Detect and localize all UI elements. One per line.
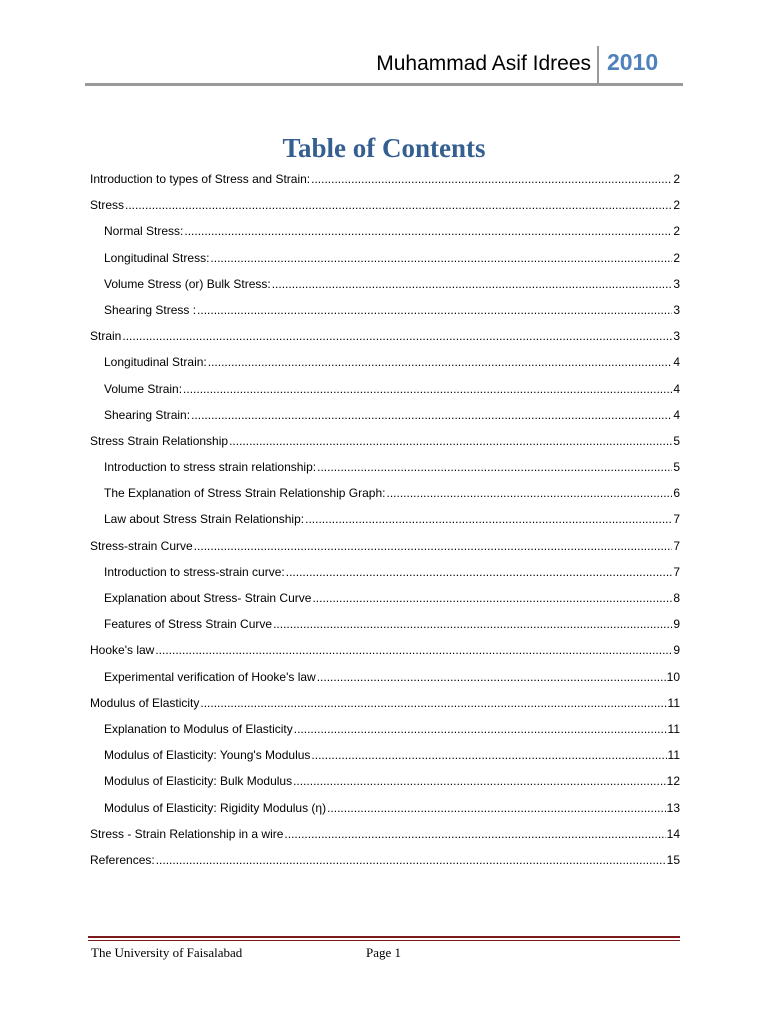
toc-entry-title[interactable]: Stress Strain Relationship: [90, 433, 229, 448]
toc-dot-leader: [286, 563, 673, 581]
footer-rule-thin: [88, 940, 680, 941]
toc-dot-leader: [125, 196, 672, 214]
footer-page-number: Page 1: [366, 945, 402, 960]
toc-entry[interactable]: [90, 589, 680, 615]
toc-entry[interactable]: [90, 668, 680, 694]
toc-dot-leader: [184, 222, 672, 240]
toc-dot-leader: [311, 170, 672, 188]
toc-dot-leader: [311, 746, 666, 764]
toc-entry-title[interactable]: Strain: [90, 329, 122, 344]
toc-entry-page[interactable]: 3: [673, 329, 680, 344]
toc-entry-page[interactable]: 5: [673, 460, 680, 475]
toc-entry-title[interactable]: Volume Stress (or) Bulk Stress:: [104, 276, 271, 291]
toc-entry[interactable]: [90, 406, 680, 432]
toc-entry[interactable]: [90, 222, 680, 248]
toc-entry[interactable]: [90, 327, 680, 353]
toc-entry-page[interactable]: 13: [666, 800, 680, 815]
header-rule: [85, 83, 683, 86]
toc-entry-title[interactable]: Explanation about Stress- Strain Curve: [104, 591, 312, 605]
toc-entry-title[interactable]: Introduction to stress strain relationship:: [104, 460, 317, 475]
toc-entry-page[interactable]: 6: [673, 486, 680, 501]
toc-entry-page[interactable]: 2: [673, 224, 680, 239]
page-title: Table of Contents: [282, 133, 486, 163]
header-year: 2010: [607, 49, 659, 75]
toc-entry-page[interactable]: 2: [673, 250, 680, 265]
toc-entry-page[interactable]: 14: [666, 826, 680, 841]
toc-entry[interactable]: [90, 746, 680, 772]
toc-entry-page[interactable]: 9: [673, 643, 680, 658]
toc-entry[interactable]: [90, 484, 680, 510]
toc-entry[interactable]: [90, 772, 680, 798]
toc-dot-leader: [197, 301, 672, 319]
toc-entry[interactable]: [90, 720, 680, 746]
toc-dot-leader: [327, 799, 666, 817]
toc-entry-page[interactable]: 8: [673, 591, 680, 605]
toc-entry[interactable]: [90, 537, 680, 563]
toc-entry-title[interactable]: Experimental verification of Hooke's law: [104, 669, 316, 684]
toc-entry[interactable]: [90, 170, 680, 196]
toc-dot-leader: [273, 615, 672, 633]
page-header: [85, 40, 683, 86]
toc-dot-leader: [293, 772, 666, 790]
toc-entry-title[interactable]: Normal Stress:: [104, 224, 184, 239]
toc-dot-leader: [191, 406, 672, 424]
toc-entry-page[interactable]: 4: [673, 355, 680, 370]
toc-entry[interactable]: [90, 196, 680, 222]
toc-entry-page[interactable]: 11: [667, 721, 680, 736]
toc-dot-leader: [312, 589, 672, 607]
toc-entry-title[interactable]: Longitudinal Stress:: [104, 250, 210, 265]
toc-entry[interactable]: [90, 641, 680, 667]
toc-entry-page[interactable]: 3: [673, 276, 680, 291]
toc-entry-title[interactable]: Volume Strain:: [104, 381, 183, 396]
toc-entry-page[interactable]: 5: [673, 433, 680, 448]
toc-entry[interactable]: [90, 799, 680, 825]
toc-entry-title[interactable]: Stress - Strain Relationship in a wire: [90, 826, 284, 841]
toc-entry[interactable]: [90, 432, 680, 458]
toc-entry-page[interactable]: 4: [673, 407, 680, 422]
toc-entry[interactable]: [90, 851, 680, 877]
toc-dot-leader: [284, 825, 665, 843]
toc-entry-title[interactable]: Stress: [90, 198, 125, 213]
toc-dot-leader: [317, 668, 666, 686]
toc-entry-page[interactable]: 3: [673, 302, 680, 317]
toc-entry[interactable]: [90, 510, 680, 536]
toc-entry-title[interactable]: Shearing Stress :: [104, 302, 197, 317]
toc-entry-page[interactable]: 10: [666, 669, 680, 684]
toc-dot-leader: [272, 275, 673, 293]
toc-dot-leader: [210, 249, 672, 267]
toc-dot-leader: [183, 380, 672, 398]
toc-entry[interactable]: [90, 563, 680, 589]
toc-entry-title[interactable]: Modulus of Elasticity: Bulk Modulus: [104, 774, 293, 789]
toc-dot-leader: [155, 641, 672, 659]
toc-entry-title[interactable]: Hooke's law: [90, 643, 155, 658]
toc-dot-leader: [386, 484, 672, 502]
toc-dot-leader: [305, 510, 672, 528]
toc-dot-leader: [208, 353, 673, 371]
toc-entry[interactable]: [90, 353, 680, 379]
toc-dot-leader: [200, 694, 666, 712]
toc-list: [90, 170, 680, 877]
toc-entry-page[interactable]: 11: [667, 748, 680, 763]
toc-dot-leader: [122, 327, 672, 345]
toc-entry-title[interactable]: The Explanation of Stress Strain Relationship Graph:: [104, 486, 386, 501]
toc-entry-page[interactable]: 4: [673, 381, 680, 396]
toc-entry-title[interactable]: Shearing Strain:: [104, 407, 191, 422]
toc-entry-page[interactable]: 11: [667, 695, 680, 710]
toc-entry-page[interactable]: 9: [673, 617, 680, 632]
toc-entry-title[interactable]: Introduction to stress-strain curve:: [104, 564, 285, 579]
toc-entry[interactable]: [90, 301, 680, 327]
toc-entry-page[interactable]: 12: [666, 774, 680, 789]
toc-entry[interactable]: [90, 694, 680, 720]
toc-entry[interactable]: [90, 615, 680, 641]
toc-entry-title[interactable]: Explanation to Modulus of Elasticity: [104, 721, 293, 736]
toc-entry-title[interactable]: Modulus of Elasticity: Rigidity Modulus (η): [104, 800, 327, 815]
footer-institution: The University of Faisalabad: [91, 945, 243, 960]
toc-entry-page[interactable]: 7: [673, 538, 680, 553]
toc-entry-title[interactable]: Law about Stress Strain Relationship:: [104, 512, 305, 527]
toc-entry[interactable]: [90, 825, 680, 851]
toc-entry-title[interactable]: References:: [90, 852, 155, 867]
toc-entry[interactable]: [90, 380, 680, 406]
toc-dot-leader: [317, 458, 672, 476]
toc-entry-page[interactable]: 7: [673, 564, 680, 579]
toc-entry-page[interactable]: 15: [666, 852, 680, 867]
toc-entry-title[interactable]: Modulus of Elasticity: [90, 695, 200, 710]
toc-entry-title[interactable]: Modulus of Elasticity: Young's Modulus: [104, 748, 311, 763]
toc-entry-title[interactable]: Introduction to types of Stress and Strain:: [90, 172, 311, 186]
toc-entry-page[interactable]: 7: [673, 512, 680, 527]
toc-dot-leader: [156, 851, 666, 869]
toc-entry-title[interactable]: Longitudinal Strain:: [104, 355, 207, 370]
toc-entry-page[interactable]: 2: [673, 198, 680, 213]
header-divider: [597, 46, 599, 86]
toc-entry[interactable]: [90, 249, 680, 275]
toc-entry-page[interactable]: 2: [673, 172, 680, 186]
toc-dot-leader: [194, 537, 673, 555]
header-author: Muhammad Asif Idrees: [376, 52, 591, 75]
toc-dot-leader: [229, 432, 672, 450]
toc-entry[interactable]: [90, 458, 680, 484]
toc-dot-leader: [294, 720, 667, 738]
toc-entry-title[interactable]: Features of Stress Strain Curve: [104, 617, 273, 632]
toc-entry[interactable]: [90, 275, 680, 301]
toc-entry-title[interactable]: Stress-strain Curve: [90, 538, 193, 553]
footer-rule-thick: [88, 936, 680, 938]
